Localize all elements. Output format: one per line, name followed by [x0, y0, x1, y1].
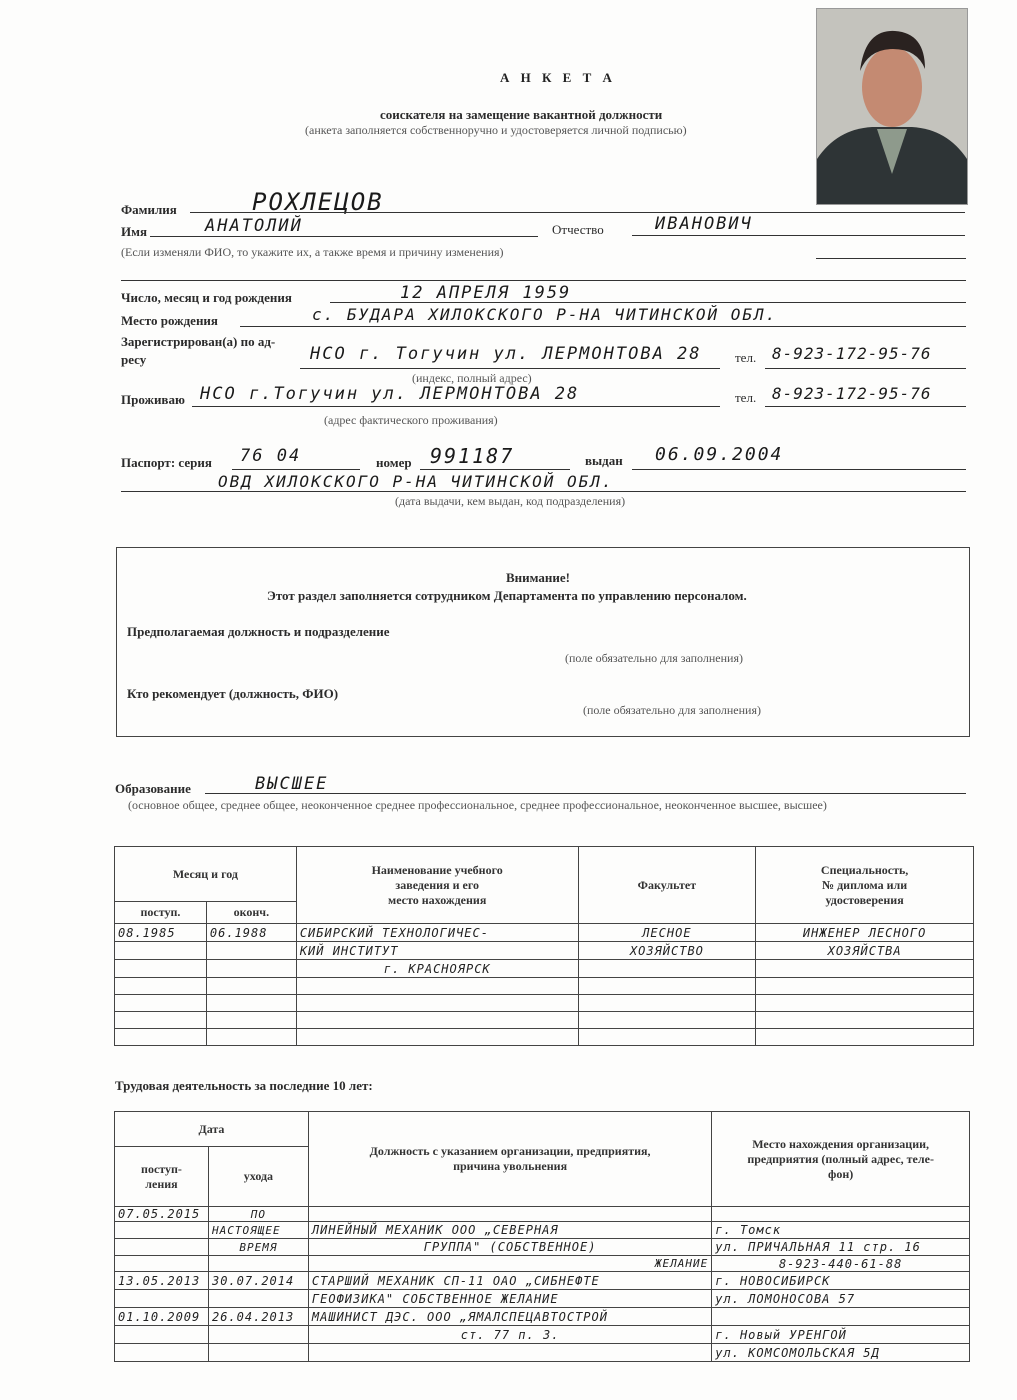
dob-label: Число, месяц и год рождения [121, 290, 292, 305]
table-row: ст. 77 п. 3. г. Новый УРЕНГОЙ [115, 1326, 970, 1344]
header-end: оконч. [206, 902, 296, 924]
name-change-note: (Если изменяли ФИО, то укажите их, а также время и причину изменения) [121, 245, 504, 259]
table-row: ЖЕЛАНИЕ 8-923-440-61-88 [115, 1256, 970, 1272]
residence-label: Проживаю [121, 392, 185, 407]
patronymic-label: Отчество [552, 222, 604, 237]
residence-note: (адрес фактического проживания) [324, 413, 498, 427]
table-row: 13.05.2013 30.07.2014 СТАРШИЙ МЕХАНИК СП-11 ОАО „СИБНЕФТЕ г. НОВОСИБИРСК [115, 1272, 970, 1290]
residence-value[interactable]: НСО г.Тогучин ул. ЛЕРМОНТОВА 28 [200, 384, 580, 404]
header-location: Место нахождения организации, предприятия (полный адрес, теле- фон) [712, 1112, 970, 1207]
name-value[interactable]: АНАТОЛИЙ [205, 216, 303, 236]
position-required-note: (поле обязательно для заполнения) [565, 651, 743, 665]
header-date: Дата [115, 1112, 309, 1147]
registered-note: (индекс, полный адрес) [412, 371, 532, 385]
header-institution: Наименование учебного заведения и его место нахождения [296, 847, 578, 924]
table-row: ул. КОМСОМОЛЬСКАЯ 5Д [115, 1344, 970, 1362]
education-note: (основное общее, среднее общее, неоконченное среднее профессиональное, среднее профессиональное, неоконченное высшее, высшее) [128, 798, 827, 812]
work-table [114, 1111, 970, 1362]
form-title: А Н К Е Т А [500, 70, 616, 85]
birthplace-label: Место рождения [121, 313, 218, 328]
table-row: КИЙ ИНСТИТУТ ХОЗЯЙСТВО ХОЗЯЙСТВА [115, 942, 974, 960]
form-note: (анкета заполняется собственноручно и удостоверяется личной подписью) [305, 123, 687, 137]
table-row: ГЕОФИЗИКА" СОБСТВЕННОЕ ЖЕЛАНИЕ ул. ЛОМОНОСОВА 57 [115, 1290, 970, 1308]
passport-series-value[interactable]: 76 04 [240, 446, 302, 466]
recommender-label: Кто рекомендует (должность, ФИО) [127, 686, 339, 701]
passport-number-label: номер [376, 455, 412, 470]
header-start: поступ. [115, 902, 207, 924]
dob-value[interactable]: 12 АПРЕЛЯ 1959 [400, 283, 572, 303]
registered-label-1: Зарегистрирован(а) по ад- [121, 334, 276, 349]
header-start: поступ- ления [115, 1147, 209, 1207]
passport-number-value[interactable]: 991187 [430, 444, 515, 468]
education-value[interactable]: ВЫСШЕЕ [255, 774, 329, 794]
registered-value[interactable]: НСО г. Тогучин ул. ЛЕРМОНТОВА 28 [310, 344, 702, 364]
surname-value[interactable]: РОХЛЕЦОВ [252, 188, 384, 216]
passport-note: (дата выдачи, кем выдан, код подразделения) [395, 494, 626, 508]
portrait-image [817, 9, 967, 204]
birthplace-value[interactable]: с. БУДАРА ХИЛОКСКОГО Р-НА ЧИТИНСКОЙ ОБЛ. [312, 305, 778, 324]
hr-section [116, 547, 970, 737]
table-row: 07.05.2015 ПО [115, 1207, 970, 1222]
registered-label-2: ресу [121, 352, 147, 367]
header-end: ухода [208, 1147, 308, 1207]
header-faculty: Факультет [578, 847, 756, 924]
registered-phone-label: тел. [735, 350, 757, 365]
work-label: Трудовая деятельность за последние 10 лет: [115, 1078, 373, 1093]
header-month-year: Месяц и год [115, 847, 297, 902]
position-label: Предполагаемая должность и подразделение [127, 624, 390, 639]
table-row: НАСТОЯЩЕЕ ЛИНЕЙНЫЙ МЕХАНИК ООО „СЕВЕРНАЯ г. Томск [115, 1222, 970, 1239]
table-row: ВРЕМЯ ГРУППА" (СОБСТВЕННОЕ) ул. ПРИЧАЛЬНАЯ 11 стр. 16 [115, 1239, 970, 1256]
issued-by-value[interactable]: ОВД ХИЛОКСКОГО Р-НА ЧИТИНСКОЙ ОБЛ. [218, 472, 614, 491]
hr-instruction: Этот раздел заполняется сотрудником Департамента по управлению персоналом. [267, 588, 747, 603]
passport-series-label: Паспорт: серия [121, 455, 212, 470]
registered-phone-value[interactable]: 8-923-172-95-76 [772, 344, 932, 363]
surname-label: Фамилия [121, 202, 177, 217]
header-specialty: Специальность, № диплома или удостоверения [756, 847, 974, 924]
table-row: г. КРАСНОЯРСК [115, 960, 974, 978]
recommender-required-note: (поле обязательно для заполнения) [583, 703, 761, 717]
attention-heading: Внимание! [506, 570, 570, 585]
education-label: Образование [115, 781, 191, 796]
table-row: 08.1985 06.1988 СИБИРСКИЙ ТЕХНОЛОГИЧЕС- ЛЕСНОЕ ИНЖЕНЕР ЛЕСНОГО [115, 924, 974, 942]
patronymic-value[interactable]: ИВАНОВИЧ [655, 214, 753, 234]
table-row [115, 978, 974, 995]
table-row [115, 995, 974, 1012]
form-subtitle: соискателя на замещение вакантной должности [380, 107, 663, 122]
table-row [115, 1029, 974, 1046]
applicant-photo [816, 8, 968, 205]
residence-phone-label: тел. [735, 390, 757, 405]
table-row: 01.10.2009 26.04.2013 МАШИНИСТ ДЭС. ООО „ЯМАЛСПЕЦАВТОСТРОЙ [115, 1308, 970, 1326]
residence-phone-value[interactable]: 8-923-172-95-76 [772, 384, 932, 403]
header-position: Должность с указанием организации, предприятия, причина увольнения [308, 1112, 711, 1207]
table-row [115, 1012, 974, 1029]
name-label: Имя [121, 224, 147, 239]
education-table [114, 846, 974, 1046]
issued-date-value[interactable]: 06.09.2004 [655, 444, 784, 465]
issued-label: выдан [585, 453, 623, 468]
